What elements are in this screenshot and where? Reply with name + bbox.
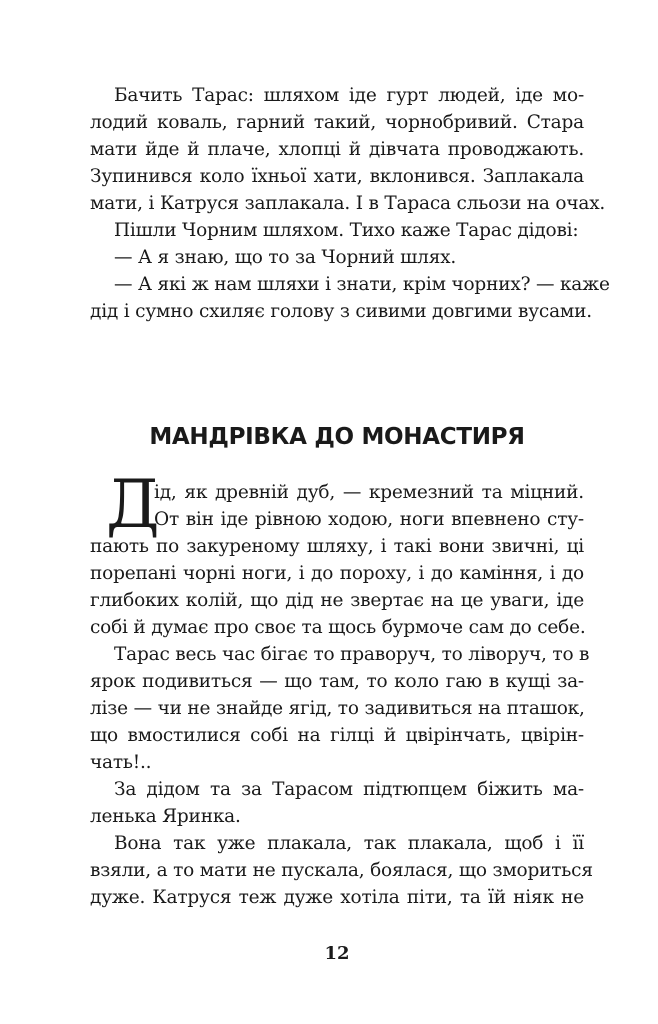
paragraph-line: Зупинився коло їхньої хати, вклонився. Заплакала — [90, 166, 584, 187]
paragraph-line: ярок подивиться — що там, то коло гаю в кущі за- — [90, 671, 584, 692]
paragraph-line: Бачить Тарас: шляхом іде гурт людей, іде мо- — [114, 85, 584, 106]
paragraph-line: порепані чорні ноги, і до пороху, і до каміння, і до — [90, 563, 584, 584]
paragraph-line: Пішли Чорним шляхом. Тихо каже Тарас дідові: — [114, 220, 579, 241]
chapter-title: МАНДРІВКА ДО МОНАСТИРЯ — [149, 424, 525, 450]
paragraph-line: Тарас весь час бігає то праворуч, то ліворуч, то в — [114, 644, 590, 665]
paragraph-line: пають по закуреному шляху, і такі вони звичні, ці — [90, 536, 584, 557]
paragraph-line: ленька Яринка. — [90, 806, 241, 827]
paragraph-line: дід і сумно схиляє голову з сивими довгими вусами. — [90, 301, 592, 322]
paragraph-line: що вмостилися собі на гілці й цвірінчать, цвірін- — [90, 725, 584, 746]
paragraph-line: собі й думає про своє та щось бурмоче сам до себе. — [90, 617, 586, 638]
paragraph-line: — А які ж нам шляхи і знати, крім чорних? — каже — [114, 274, 610, 295]
book-page — [90, 0, 610, 1024]
paragraph-line: мати, і Катруся заплакала. І в Тараса сльози на очах. — [90, 193, 606, 214]
paragraph-line: Вона так уже плакала, так плакала, щоб і її — [114, 833, 584, 854]
drop-cap: Д — [106, 466, 160, 543]
page-number: 12 — [324, 943, 350, 964]
paragraph-line: — А я знаю, що то за Чорний шлях. — [114, 247, 457, 268]
paragraph-line: От він іде рівною ходою, ноги впевнено сту- — [154, 509, 584, 530]
paragraph-line: взяли, а то мати не пускала, боялася, що змориться — [90, 860, 593, 881]
paragraph-line: глибоких колій, що дід не звертає на це уваги, іде — [90, 590, 584, 611]
paragraph-line: мати йде й плаче, хлопці й дівчата проводжають. — [90, 139, 584, 160]
paragraph-line: ід, як древній дуб, — кремезний та міцний. — [154, 482, 584, 503]
paragraph-line: лодий коваль, гарний такий, чорнобривий. Стара — [90, 112, 584, 133]
paragraph-line: дуже. Катруся теж дуже хотіла піти, та їй ніяк не — [90, 887, 584, 908]
paragraph-line: За дідом та за Тарасом підтюпцем біжить ма- — [114, 779, 584, 800]
paragraph-line: лізе — чи не знайде ягід, то задивиться на пташок, — [90, 698, 585, 719]
paragraph-line: чать!.. — [90, 752, 152, 773]
